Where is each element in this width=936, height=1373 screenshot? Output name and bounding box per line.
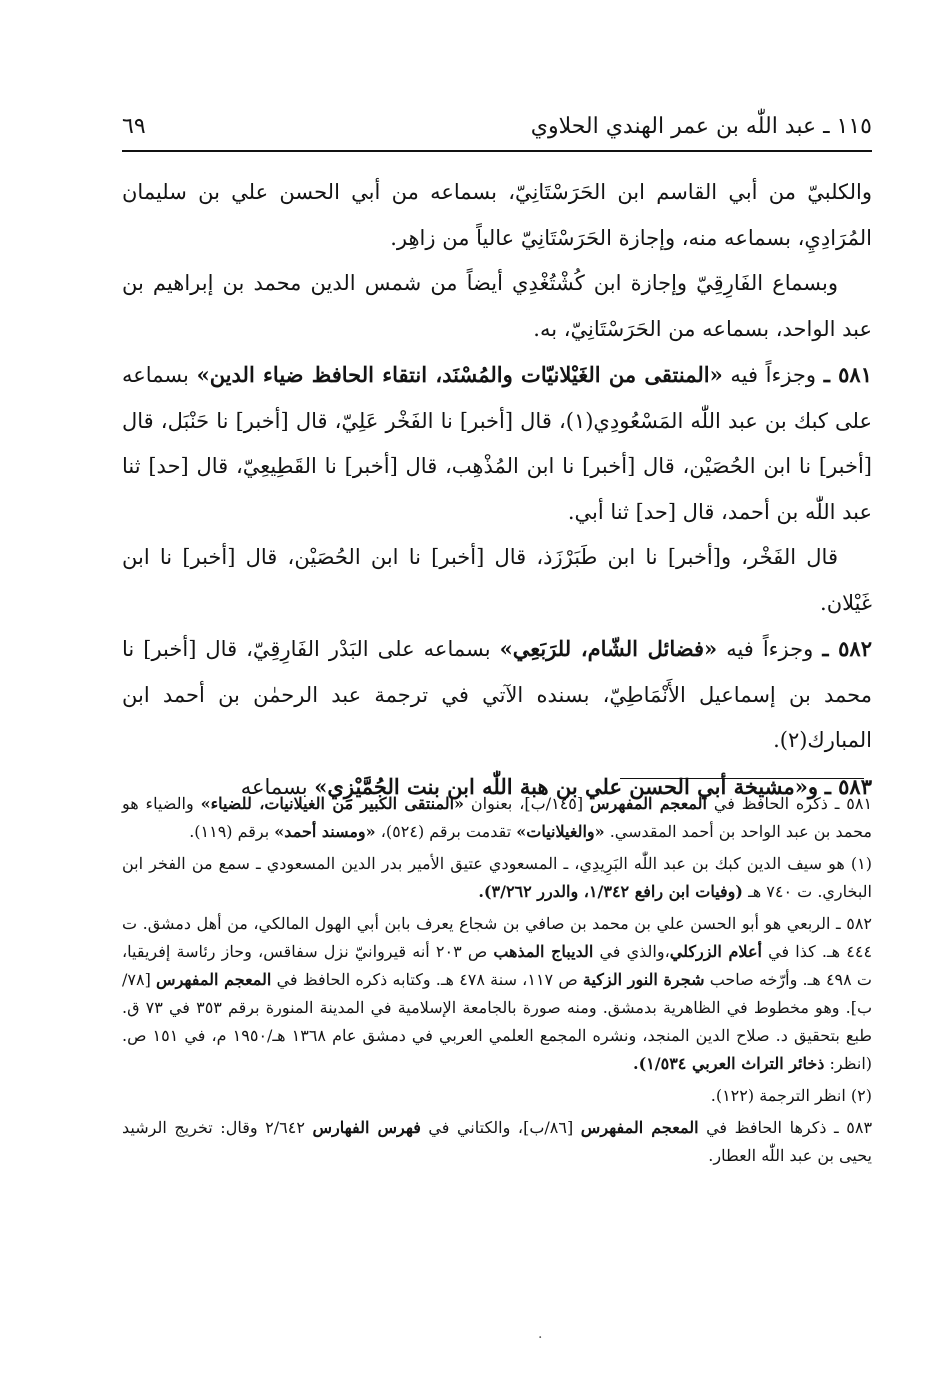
running-header [122,104,872,148]
footnotes [122,790,872,1174]
main-text [122,170,872,810]
note-text: (١) هو سيف الدين كبك بن عبد اللّٰه البَرِيدِي، ـ المسعودي عتيق الأمير بدر الدين المسعودي ـ سمع من الفخر ابن البخاري. ت ٧٤٠ هـ [122,854,872,901]
entry-number: ٥٨١ ـ [823,362,872,387]
note-ref: المعجم المفهرس [580,1118,699,1137]
chapter-title: ١١٥ ـ عبد اللّٰه بن عمر الهندي الحلاوي [530,113,872,139]
paragraph: والكلبيّ من أبي القاسم ابن الحَرَسْتَانِيّ، بسماعه من أبي الحسن علي بن سليمان المُرَادِيِ، بسماعه منه، وإجازة الحَرَسْتَانِيّ عالياً من زاهِر. [122,180,872,250]
book-title: و«مشيخة أبي الحسن علي بن هبة اللّٰه ابن بنت الجُمَّيْزِي» [314,773,818,799]
note-text: ٥٨٢ ـ الربعي هو أبو الحسن علي بن محمد بن صافي بن شجاع يعرف بابن أبي الهول المالكي، من أهل دمشق. ت ٤٤٤ هـ. كذا في [122,914,873,961]
book-title: «فضائل الشّام، للرَبَعِي» [499,636,718,661]
note-text: ص ٢٠٣ أنه قيروانيّ نزل سفاقس، وحاز رئاسة إفريقيا، ت ٤٩٨ هـ. وأرّخه صاحب [122,942,872,989]
note-text: ٥٨٣ ـ ذكرها الحافظ في [706,1118,873,1137]
entry-intro: وجزءاً فيه [726,637,814,661]
footnote-582 [122,910,872,1078]
footnote-1 [122,850,872,906]
note-ref: المعجم المفهرس [589,794,707,813]
note-text: ص ١١٧، سنة ٤٧٨ هـ. وكتابه ذكره الحافظ في [276,970,578,989]
note-text: تقدمت برقم (٥٢٤)، [380,822,512,841]
entry-text: بسماعه على البَدْر الفَارِقِيّ، قال [أخبر] نا محمد بن إسماعيل الأَنْمَاطِيّ، بسنده الآتي في ترجمة عبد الرحمٰن بن أحمد ابن المبارك(٢). [122,637,872,752]
entry-581 [122,352,872,535]
paragraph: وبسماع الفَارِقِيّ وإجازة ابن كُشْتُغْدِي أيضاً من شمس الدين محمد بن إبراهيم بن عبد الواحد، بسماعه من الحَرَسْتَانِيّ، به. [122,271,872,341]
note-text: [١٤٥/ب]، بعنوان [470,794,584,813]
entry-intro: وجزءاً فيه [730,363,817,387]
note-ref: أعلام الزركلي [669,942,762,961]
note-text: [٨٦/ب]، والكتاني في [428,1118,574,1137]
note-text: ،والذي في [599,942,670,961]
note-ref: (وفيات ابن رافع ١/٣٤٢، والدرر ٣/٢٦٢). [478,882,743,901]
note-ref: ذخائر التراث العربي ١/٥٣٤). [633,1054,825,1073]
note-ref: «ومسند أحمد» [274,822,376,841]
entry-number: ٥٨٢ ـ [822,636,872,661]
book-title: «المنتقى من الغَيْلانيّات والمُسْنَد، انتقاء الحافظ ضياء الدين» [196,362,723,387]
paragraph: قال الفَخْر، و[أخبر] نا ابن طَبَرْزَذ، قال [أخبر] نا ابن الحُصَيْن، قال [أخبر] نا ابن غَيْلان. [122,545,872,615]
note-text: والضياء هو محمد بن عبد الواحد بن أحمد المقدسي. [122,794,872,841]
note-ref: المعجم المفهرس [156,970,272,989]
page-number: ٦٩ [122,113,146,139]
note-ref: «المنتقى الكبير من الغيلانيات، للضياء» [200,794,465,813]
note-text: ٥٨١ ـ ذكره الحافظ في [713,794,873,813]
entry-582 [122,626,872,764]
footnote-2: (٢) انظر الترجمة (١٢٢). [710,1086,872,1105]
entry-text: بسماعه [240,774,308,799]
note-ref: الديباج المذهب [493,942,594,961]
page-mark: · [538,1330,543,1346]
footnote-581 [122,790,872,846]
note-text: [٧٨/ب]. وهو مخطوط في الظاهرية بدمشق. ومنه صورة بالجامعة الإسلامية في المدينة المنورة برقم ٣٥٣ في ٧٣ ق. طبع بتحقيق د. صلاح الدين المنجد، ونشره المجمع العلمي العربي في دمشق عام ١٣٦٨ هـ/١٩٥٠ م، في ١٥١ ص. (انظر: [122,970,873,1073]
note-ref: «والغيلانيات» [516,822,605,841]
note-text: ٢/٦٤٢ وقال: تخريج الرشيد يحيى بن عبد اللّٰه العطار. [122,1118,872,1165]
footnote-583 [122,1114,872,1170]
note-ref: شجرة النور الزكية [582,970,705,989]
entry-text: بسماعه على كبك بن عبد اللّٰه المَسْعُودِي(١)، قال [أخبر] نا الفَخْر عَلِيّ، قال [أخبر] نا حَنْبَل، قال [أخبر] نا ابن الحُصَيْن، قال [أخبر] نا ابن المُذْهِب، قال [أخبر] نا القَطِيعِيّ، قال [حد] ثنا عبد اللّٰه بن أحمد، قال [حد] ثنا أبي. [122,363,872,524]
note-text: برقم (١١٩). [189,822,270,841]
entry-number: ٥٨٣ ـ [824,773,872,799]
header-rule [122,150,872,152]
note-ref: فهرس الفهارس [312,1118,421,1137]
footnote-rule [620,778,864,779]
